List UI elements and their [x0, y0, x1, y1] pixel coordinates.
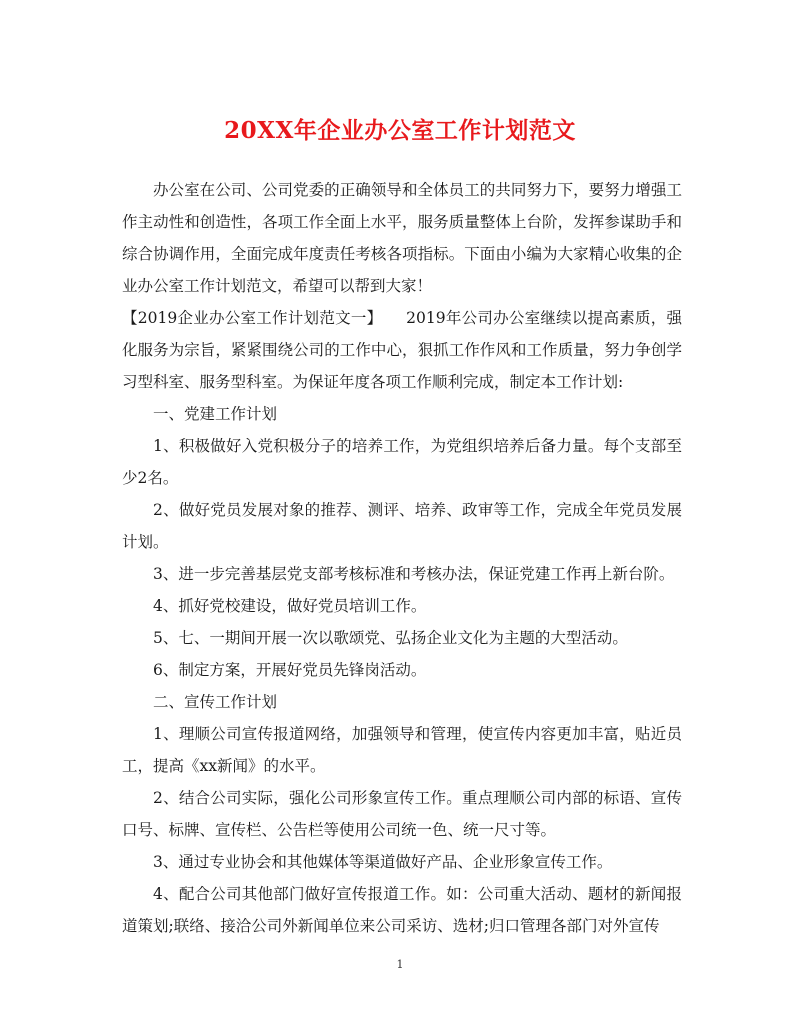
- section-intro-paragraph: 【2019企业办公室工作计划范文一】 2019年公司办公室继续以提高素质，强化服务为宗旨，紧紧围绕公司的工作中心，狠抓工作作风和工作质量，努力争创学习型科室、服务型科室。为保证年度各项工作顺利完成，制定本工作计划:: [122, 309, 682, 391]
- section-heading-publicity: 二、宣传工作计划: [153, 693, 278, 711]
- document-title: 20XX年企业办公室工作计划范文: [224, 117, 576, 144]
- document-body: [122, 174, 682, 942]
- list-item: 4、配合公司其他部门做好宣传报道工作。如：公司重大活动、题材的新闻报道策划;联络、接洽公司外新闻单位来公司采访、选材;归口管理各部门对外宣传: [122, 885, 682, 935]
- list-item: 2、结合公司实际，强化公司形象宣传工作。重点理顺公司内部的标语、宣传口号、标牌、宣传栏、公告栏等使用公司统一色、统一尺寸等。: [122, 789, 682, 839]
- list-item: 3、通过专业协会和其他媒体等渠道做好产品、企业形象宣传工作。: [153, 853, 613, 871]
- list-item: 6、制定方案，开展好党员先锋岗活动。: [153, 661, 427, 679]
- list-item: 5、七、一期间开展一次以歌颂党、弘扬企业文化为主题的大型活动。: [153, 629, 628, 647]
- list-item: 1、积极做好入党积极分子的培养工作，为党组织培养后备力量。每个支部至少2名。: [122, 437, 682, 487]
- list-item: 4、抓好党校建设，做好党员培训工作。: [153, 597, 427, 615]
- section-heading-party: 一、党建工作计划: [153, 405, 278, 423]
- list-item: 1、理顺公司宣传报道网络，加强领导和管理，使宣传内容更加丰富，贴近员工，提高《xx新闻》的水平。: [122, 725, 682, 775]
- list-item: 3、进一步完善基层党支部考核标准和考核办法，保证党建工作再上新台阶。: [153, 565, 675, 583]
- page-number: 1: [396, 958, 404, 971]
- list-item: 2、做好党员发展对象的推荐、测评、培养、政审等工作，完成全年党员发展计划。: [122, 501, 682, 551]
- intro-paragraph: 办公室在公司、公司党委的正确领导和全体员工的共同努力下，要努力增强工作主动性和创造性，各项工作全面上水平，服务质量整体上台阶，发挥参谋助手和综合协调作用，全面完成年度责任考核各项指标。下面由小编为大家精心收集的企业办公室工作计划范文，希望可以帮到大家！: [122, 181, 682, 295]
